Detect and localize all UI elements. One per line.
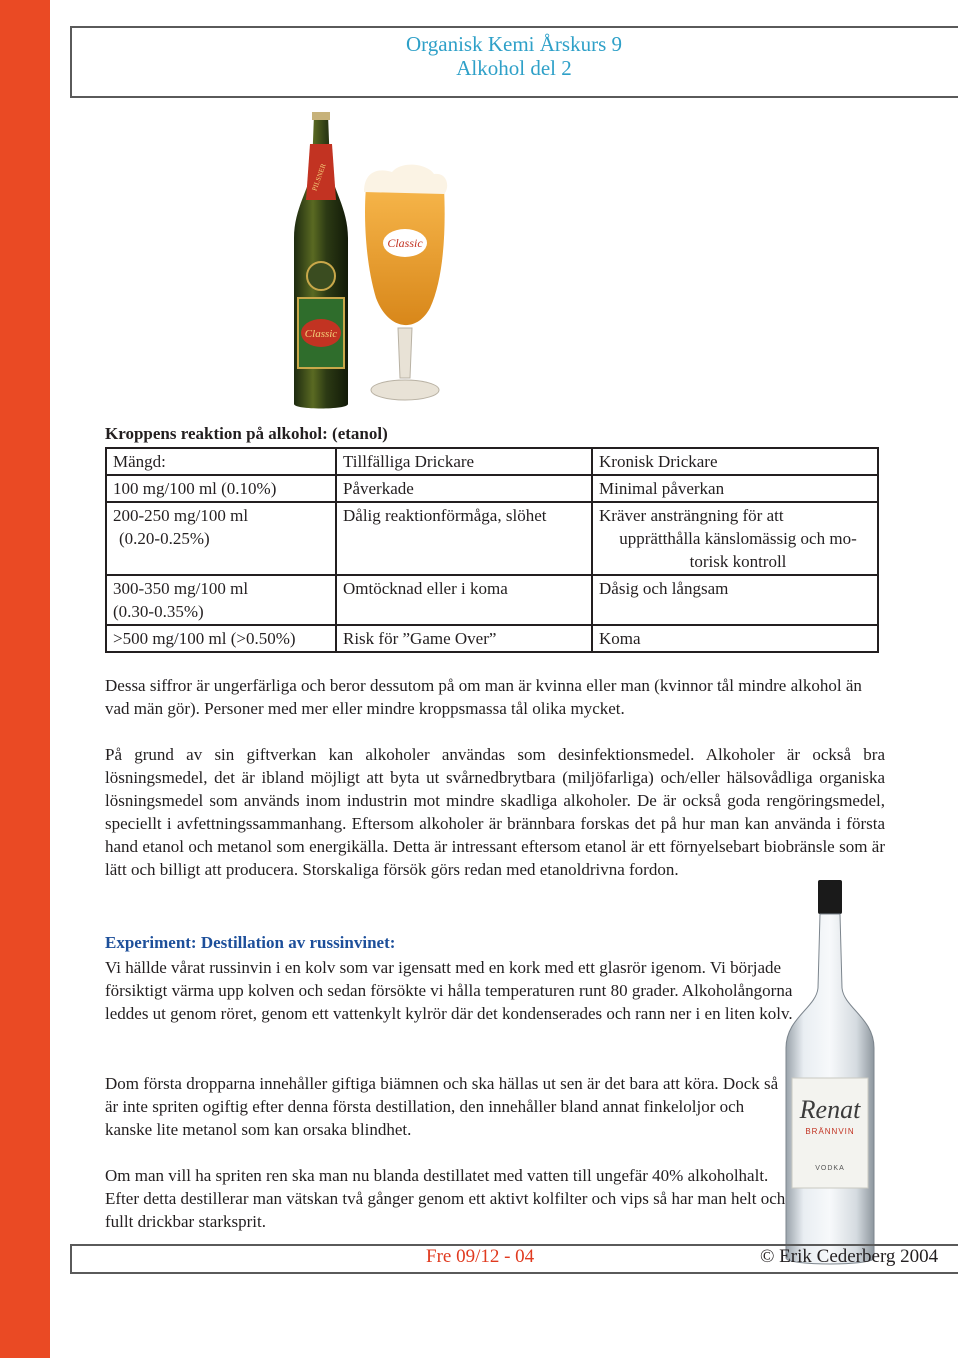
table-header-row [106,448,878,475]
vodka-bottle-image [770,878,890,1268]
table-cell-chronic: Koma [592,625,878,652]
chronic-line: Kräver ansträngning för att [599,506,784,525]
chronic-line: upprätthålla känslomässig och mo- [619,529,857,548]
table-row [106,575,878,625]
paragraph-body: Vi hällde vårat russinvin i en kolv som var igensatt med en kork med ett glasrör igenom. Vi började försiktigt värma upp kolven och sedan försökte vi hålla temperaturen runt 80 grader. Alkoholångorna leddes ut genom röret, genom ett vattenkylt kylrör där det kondenserades och rann ner i en liten kolv. [105,958,793,1023]
paragraph-body: Om man vill ha spriten ren ska man nu blanda destillatet med vatten till ungefär 40% alkoholhalt. Efter detta destillerar man vätskan två gånger genom ett aktivt kolfilter och vips så har man helt och fullt drickbar starksprit. [105,1166,786,1231]
vodka-type-text: VODKA [815,1165,845,1172]
table-cell-amount: 100 mg/100 ml (0.10%) [106,475,336,502]
table-header-cell: Tillfälliga Drickare [336,448,592,475]
paragraph-body: På grund av sin giftverkan kan alkoholer användas som desinfektionsmedel. Alkoholer är också bra lösningsmedel, det är ibland möjligt att byta ut svårnedbrytbara (miljöfarliga) och/eller hälsovådliga organiska lösningsmedel som används inom industrin mot mindre skadliga alkoholer. De är också goda rengöringsmedel, speciellt i avfettningssammanhang. Eftersom alkoholer är brännbara forskas det på hur man kan använda i första hand etanol och metanol som energikälla. Detta är intressant eftersom etanol är ett förnyelsebart biobränsle som är lätt och billigt att producera. Storskaliga försök görs redan med etanoldrivna fordon. [105,745,885,879]
table-header-cell: Kronisk Drickare [592,448,878,475]
vodka-sub-text: BRÄNNVIN [805,1127,855,1136]
paragraph-body: Dom första dropparna innehåller giftiga biämnen och ska hällas ut sen är det bara att köra. Dock så är inte spriten ogiftig efter denna första destillation, den innehåller bland annat finkeloljor och kanske lite metanol som kan orsaka blindhet. [105,1074,779,1139]
amount-line: (0.20-0.25%) [119,529,210,548]
table-cell-occasional: Risk för ”Game Over” [336,625,592,652]
vodka-brand-text: Renat [799,1095,861,1124]
table-cell-amount: >500 mg/100 ml (>0.50%) [106,625,336,652]
glass-label-text: Classic [387,236,423,250]
table-row [106,502,878,575]
footer-copyright: © Erik Cederberg 2004 [760,1246,939,1267]
table-row [106,625,878,652]
amount-line: (0.30-0.35%) [113,602,204,621]
beer-image [280,108,480,418]
table-row [106,475,878,502]
amount-line: 300-350 mg/100 ml [113,579,249,598]
alcohol-reaction-table [105,447,879,653]
table-cell-amount [106,575,336,625]
table-cell-occasional: Påverkade [336,475,592,502]
table-cell-chronic [592,502,878,575]
page-title: Organisk Kemi Årskurs 9 [405,32,622,56]
experiment-title: Experiment: Destillation av russinvinet: [105,933,396,952]
table-cell-chronic: Minimal påverkan [592,475,878,502]
table-cell-occasional: Omtöcknad eller i koma [336,575,592,625]
bottle-label-text: Classic [304,328,338,340]
amount-line: 200-250 mg/100 ml [113,506,249,525]
page-subtitle: Alkohol del 2 [456,56,572,80]
paragraph-body: Dessa siffror är ungerfärliga och beror dessutom på om man är kvinna eller man (kvinnor tål mindre alkohol än vad män gör). Personer med mer eller mindre kroppsmassa tål olika mycket. [105,676,862,718]
table-cell-amount [106,502,336,575]
table-cell-occasional: Dålig reaktionförmåga, slöhet [336,502,592,575]
left-accent-bar [0,0,50,1358]
chronic-line: torisk kontroll [689,552,787,571]
table-header-cell: Mängd: [106,448,336,475]
bottle-neck-label-text: PILSNER [310,162,328,193]
footer-date: Fre 09/12 - 04 [426,1246,535,1267]
section-title: Kroppens reaktion på alkohol: (etanol) [105,424,388,443]
table-cell-chronic: Dåsig och långsam [592,575,878,625]
